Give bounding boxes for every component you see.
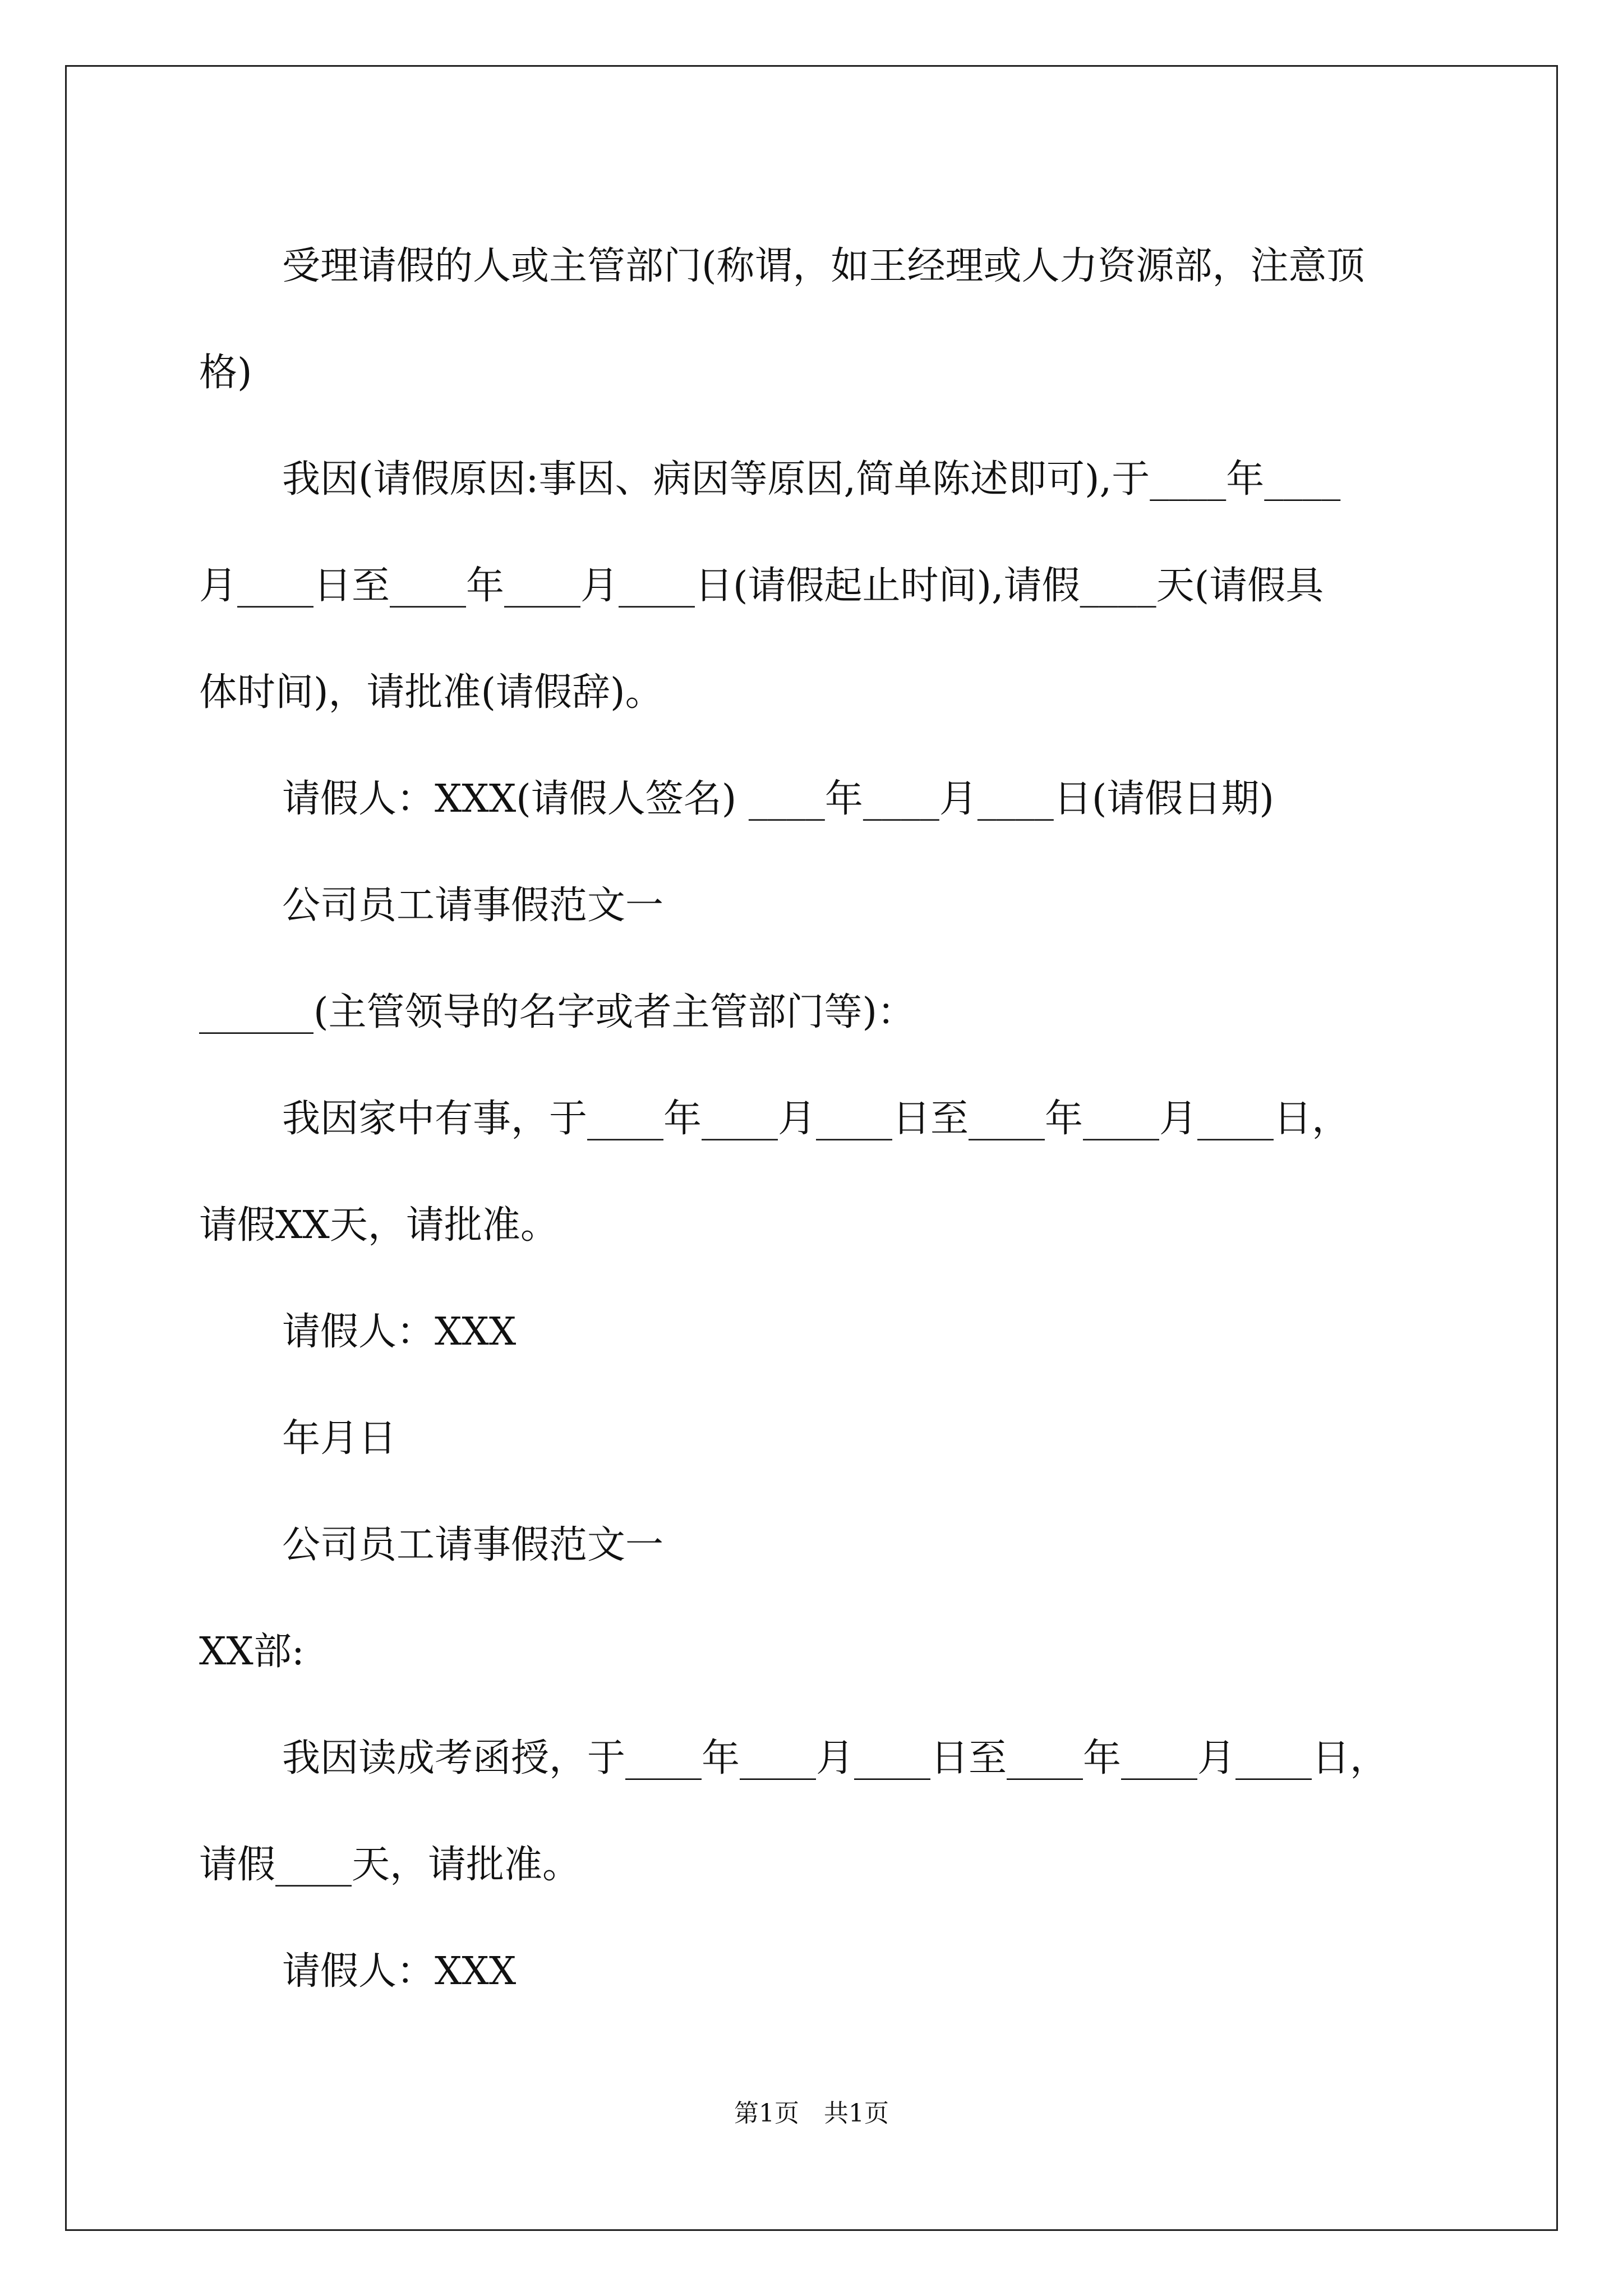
signature-line: 请假人：XXX xyxy=(282,1310,517,1354)
document-body xyxy=(199,213,1433,2025)
addressee-line: ______(主管领导的名字或者主管部门等)： xyxy=(199,990,916,1034)
paragraph-line: 我因读成考函授，于____年____月____日至____年____月____日， xyxy=(282,1736,1389,1780)
signature-line: 请假人：XXX(请假人签名) ____年____月____日(请假日期) xyxy=(282,777,1274,821)
paragraph-line: 格) xyxy=(199,351,252,395)
section-title: 公司员工请事假范文一 xyxy=(282,884,664,928)
paragraph-line: 体时间)，请批准(请假辞)。 xyxy=(199,670,663,715)
date-line: 年月日 xyxy=(282,1416,397,1461)
paragraph-line: 我因(请假原因:事因、病因等原因,简单陈述即可),于____年____ xyxy=(282,457,1341,501)
page-number: 第1页 共1页 xyxy=(734,2099,889,2128)
paragraph-line: 请假____天，请批准。 xyxy=(199,1843,581,1887)
signature-line: 请假人：XXX xyxy=(282,1949,517,1994)
section-title: 公司员工请事假范文一 xyxy=(282,1523,664,1567)
paragraph-line: 请假XX天，请批准。 xyxy=(199,1203,559,1248)
paragraph-line: 受理请假的人或主管部门(称谓，如王经理或人力资源部，注意顶 xyxy=(282,244,1365,288)
paragraph-line: 月____日至____年____月____日(请假起止时间),请假____天(请假具 xyxy=(199,564,1324,608)
paragraph-line: 我因家中有事，于____年____月____日至____年____月____日， xyxy=(282,1097,1350,1141)
addressee-line: XX部: xyxy=(199,1630,305,1674)
